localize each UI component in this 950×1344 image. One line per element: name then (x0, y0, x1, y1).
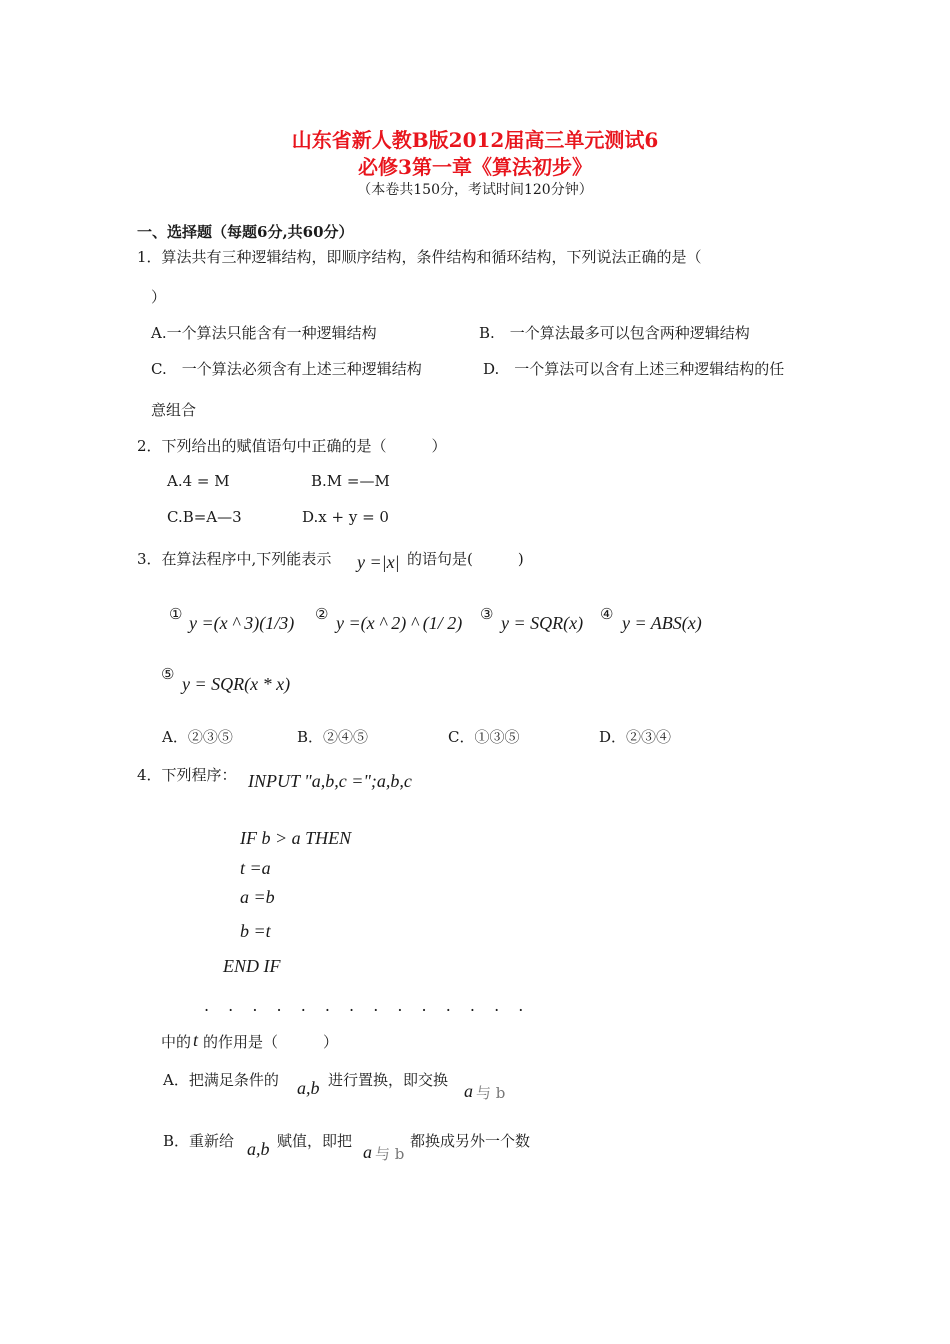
q3-formula: y =|x| (357, 552, 400, 572)
section-heading: 一、选择题（每题6分,共60分） (137, 223, 354, 241)
q4-option-b-post: 都换成另外一个数 (410, 1132, 531, 1150)
q4-option-b-pre: B．重新给 (163, 1132, 235, 1150)
q4-code-line-6: END IF (223, 956, 281, 976)
q3-marker-3: ③ (480, 605, 494, 623)
q4-option-b-vars: a,b (247, 1139, 270, 1159)
q2-option-a: A.4 = M (167, 472, 230, 490)
q4-role-post: 的作用是（ ） (203, 1033, 339, 1051)
q3-option-a: A．②③⑤ (162, 728, 233, 746)
q3-expr-3: y = SQR(x) (501, 613, 584, 633)
title-line-2: 必修3第一章《算法初步》 (358, 155, 592, 179)
q3-expr-1: y =(x ^ 3)(1/3) (189, 613, 295, 633)
q1-stem: 1．算法共有三种逻辑结构，即顺序结构，条件结构和循环结构，下列说法正确的是（ (137, 248, 702, 266)
q3-stem-post: 的语句是( ) (407, 550, 524, 568)
q4-code-line-2: IF b > a THEN (240, 828, 352, 848)
q4-option-a-pre: A．把满足条件的 (163, 1071, 279, 1089)
q4-option-a-vars: a,b (297, 1078, 320, 1098)
q3-expr-5: y = SQR(x * x) (182, 674, 291, 694)
title-line-1: 山东省新人教B版2012届高三单元测试6 (291, 128, 659, 152)
q3-option-b: B．②④⑤ (297, 728, 369, 746)
q4-role-var: t (193, 1030, 199, 1050)
q4-option-b-mid: 赋值，即把 (277, 1132, 353, 1150)
q4-ellipsis: . . . . . . . . . . . . . . (204, 996, 531, 1015)
q3-stem-pre: 3．在算法程序中,下列能表示 (137, 550, 332, 568)
q1-option-d-cont: 意组合 (151, 401, 197, 419)
q1-stem-cont: ） (151, 288, 167, 306)
q3-expr-4: y = ABS(x) (622, 613, 702, 633)
q4-code-line-4: a =b (240, 887, 275, 907)
q4-role-pre: 中的 (161, 1033, 192, 1051)
q1-option-a: A.一个算法只能含有一种逻辑结构 (151, 324, 377, 342)
q3-option-d: D．②③④ (599, 728, 672, 746)
q3-marker-4: ④ (600, 605, 614, 623)
q3-marker-2: ② (315, 605, 329, 623)
q1-option-c: C. 一个算法必须含有上述三种逻辑结构 (151, 360, 422, 378)
q4-code-line-5: b =t (240, 921, 271, 941)
q1-option-d: D. 一个算法可以含有上述三种逻辑结构的任 (483, 360, 785, 378)
q3-option-c: C．①③⑤ (448, 728, 520, 746)
q1-option-b: B. 一个算法最多可以包含两种逻辑结构 (479, 324, 750, 342)
q3-marker-5: ⑤ (161, 665, 175, 683)
q3-marker-1: ① (169, 605, 183, 623)
q4-option-a-yu-b: 与 b (476, 1084, 506, 1102)
q2-option-d: D.x + y = 0 (302, 508, 389, 526)
q2-option-b: B.M =—M (311, 472, 390, 490)
q4-option-b-yu-b: 与 b (375, 1145, 405, 1163)
exam-note: （本卷共150分，考试时间120分钟） (357, 182, 593, 198)
q4-stem: 4．下列程序： (137, 766, 237, 784)
q4-option-a-var-a: a (464, 1081, 473, 1101)
q3-expr-2: y =(x ^ 2) ^ (1/ 2) (336, 613, 463, 633)
q4-code-line-3: t =a (240, 858, 271, 878)
q4-option-b-var-a: a (363, 1142, 372, 1162)
q2-option-c: C.B=A—3 (167, 508, 242, 526)
q2-stem: 2．下列给出的赋值语句中正确的是（ ） (137, 437, 447, 455)
q4-code-line-1: INPUT "a,b,c =";a,b,c (248, 771, 412, 791)
q4-option-a-mid: 进行置换，即交换 (328, 1071, 449, 1089)
